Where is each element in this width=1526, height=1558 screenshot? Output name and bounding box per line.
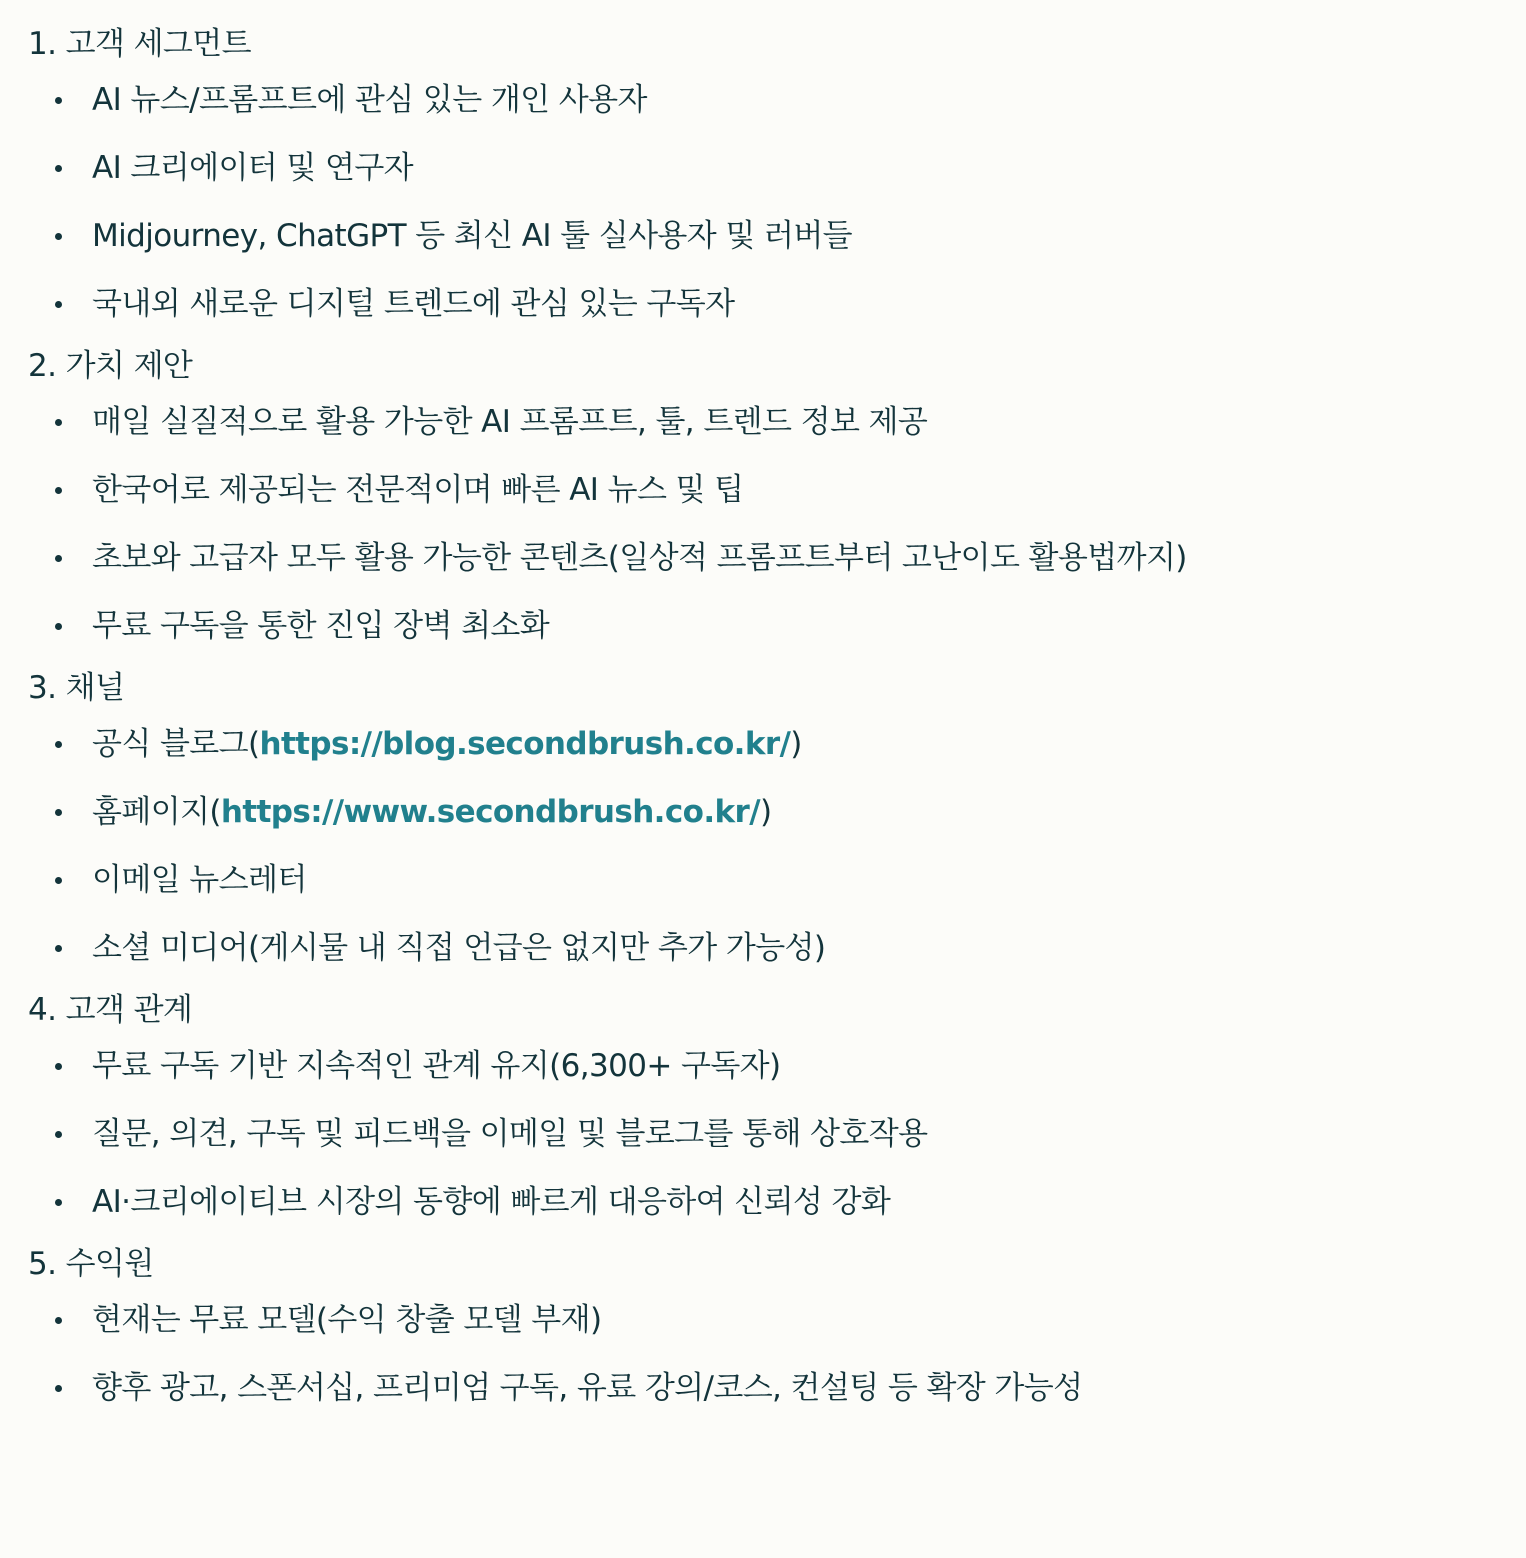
bullet-list: [28, 66, 1526, 338]
list-item: [28, 592, 1526, 660]
bullet-icon: [55, 945, 62, 952]
bullet-icon: [55, 301, 62, 308]
section-title: 4. 고객 관계: [28, 992, 193, 1028]
list-item-suffix: ): [790, 726, 802, 762]
list-item-text: 매일 실질적으로 활용 가능한 AI 프롬프트, 툴, 트렌드 정보 제공: [92, 404, 928, 440]
list-item: [28, 710, 1526, 778]
list-item-text: 향후 광고, 스폰서십, 프리미엄 구독, 유료 강의/코스, 컨설팅 등 확장 가능성: [92, 1370, 1083, 1406]
section-title: 1. 고객 세그먼트: [28, 26, 251, 62]
list-item: [28, 66, 1526, 134]
list-item-text: 초보와 고급자 모두 활용 가능한 콘텐츠(일상적 프롬프트부터 고난이도 활용법까지): [92, 540, 1187, 576]
list-item: [28, 524, 1526, 592]
list-item-text: 국내외 새로운 디지털 트렌드에 관심 있는 구독자: [92, 286, 735, 322]
list-item-text: 소셜 미디어(게시물 내 직접 언급은 없지만 추가 가능성): [92, 930, 826, 966]
bullet-icon: [55, 1131, 62, 1138]
bullet-list: [28, 710, 1526, 982]
list-item: [28, 1100, 1526, 1168]
list-item: [28, 1354, 1526, 1422]
bullet-icon: [55, 233, 62, 240]
homepage-link[interactable]: https://www.secondbrush.co.kr/: [220, 794, 760, 830]
bullet-icon: [55, 741, 62, 748]
list-item-prefix: 홈페이지(: [92, 794, 221, 830]
list-item-text: 무료 구독을 통한 진입 장벽 최소화: [92, 608, 550, 644]
section-value-proposition: [28, 344, 1526, 660]
list-item: [28, 1286, 1526, 1354]
bullet-icon: [55, 555, 62, 562]
list-item-text: 무료 구독 기반 지속적인 관계 유지(6,300+ 구독자): [92, 1048, 781, 1084]
section-channels: [28, 666, 1526, 982]
bullet-icon: [55, 165, 62, 172]
bullet-list: [28, 1032, 1526, 1236]
list-item-text: Midjourney, ChatGPT 등 최신 AI 툴 실사용자 및 러버들: [92, 218, 853, 254]
section-customer-segments: [28, 22, 1526, 338]
section-title: 5. 수익원: [28, 1246, 154, 1282]
bullet-list: [28, 1286, 1526, 1422]
bullet-icon: [55, 487, 62, 494]
list-item: [28, 456, 1526, 524]
list-item-text: AI 뉴스/프롬프트에 관심 있는 개인 사용자: [92, 82, 647, 118]
bullet-icon: [55, 1385, 62, 1392]
section-customer-relationships: [28, 988, 1526, 1236]
list-item: [28, 1032, 1526, 1100]
list-item: [28, 846, 1526, 914]
bullet-icon: [55, 419, 62, 426]
list-item: [28, 202, 1526, 270]
list-item-text: 질문, 의견, 구독 및 피드백을 이메일 및 블로그를 통해 상호작용: [92, 1116, 928, 1152]
list-item-text: AI·크리에이티브 시장의 동향에 빠르게 대응하여 신뢰성 강화: [92, 1184, 891, 1220]
section-title: 2. 가치 제안: [28, 348, 193, 384]
list-item-text: 한국어로 제공되는 전문적이며 빠른 AI 뉴스 및 팁: [92, 472, 744, 508]
list-item: [28, 778, 1526, 846]
bullet-icon: [55, 623, 62, 630]
section-revenue-streams: [28, 1242, 1526, 1422]
bullet-icon: [55, 1199, 62, 1206]
bullet-icon: [55, 1317, 62, 1324]
list-item: [28, 1168, 1526, 1236]
list-item-suffix: ): [759, 794, 772, 830]
list-item: [28, 914, 1526, 982]
list-item-text: AI 크리에이터 및 연구자: [92, 150, 414, 186]
list-item: [28, 388, 1526, 456]
bullet-icon: [55, 97, 62, 104]
bullet-list: [28, 388, 1526, 660]
section-title: 3. 채널: [28, 670, 125, 706]
list-item-text: 이메일 뉴스레터: [92, 862, 307, 898]
bullet-icon: [55, 1063, 62, 1070]
list-item-text: 현재는 무료 모델(수익 창출 모델 부재): [92, 1302, 602, 1338]
blog-link[interactable]: https://blog.secondbrush.co.kr/: [259, 726, 791, 762]
list-item-prefix: 공식 블로그(: [92, 726, 260, 762]
list-item: [28, 134, 1526, 202]
list-item: [28, 270, 1526, 338]
bullet-icon: [55, 809, 62, 816]
bullet-icon: [55, 877, 62, 884]
